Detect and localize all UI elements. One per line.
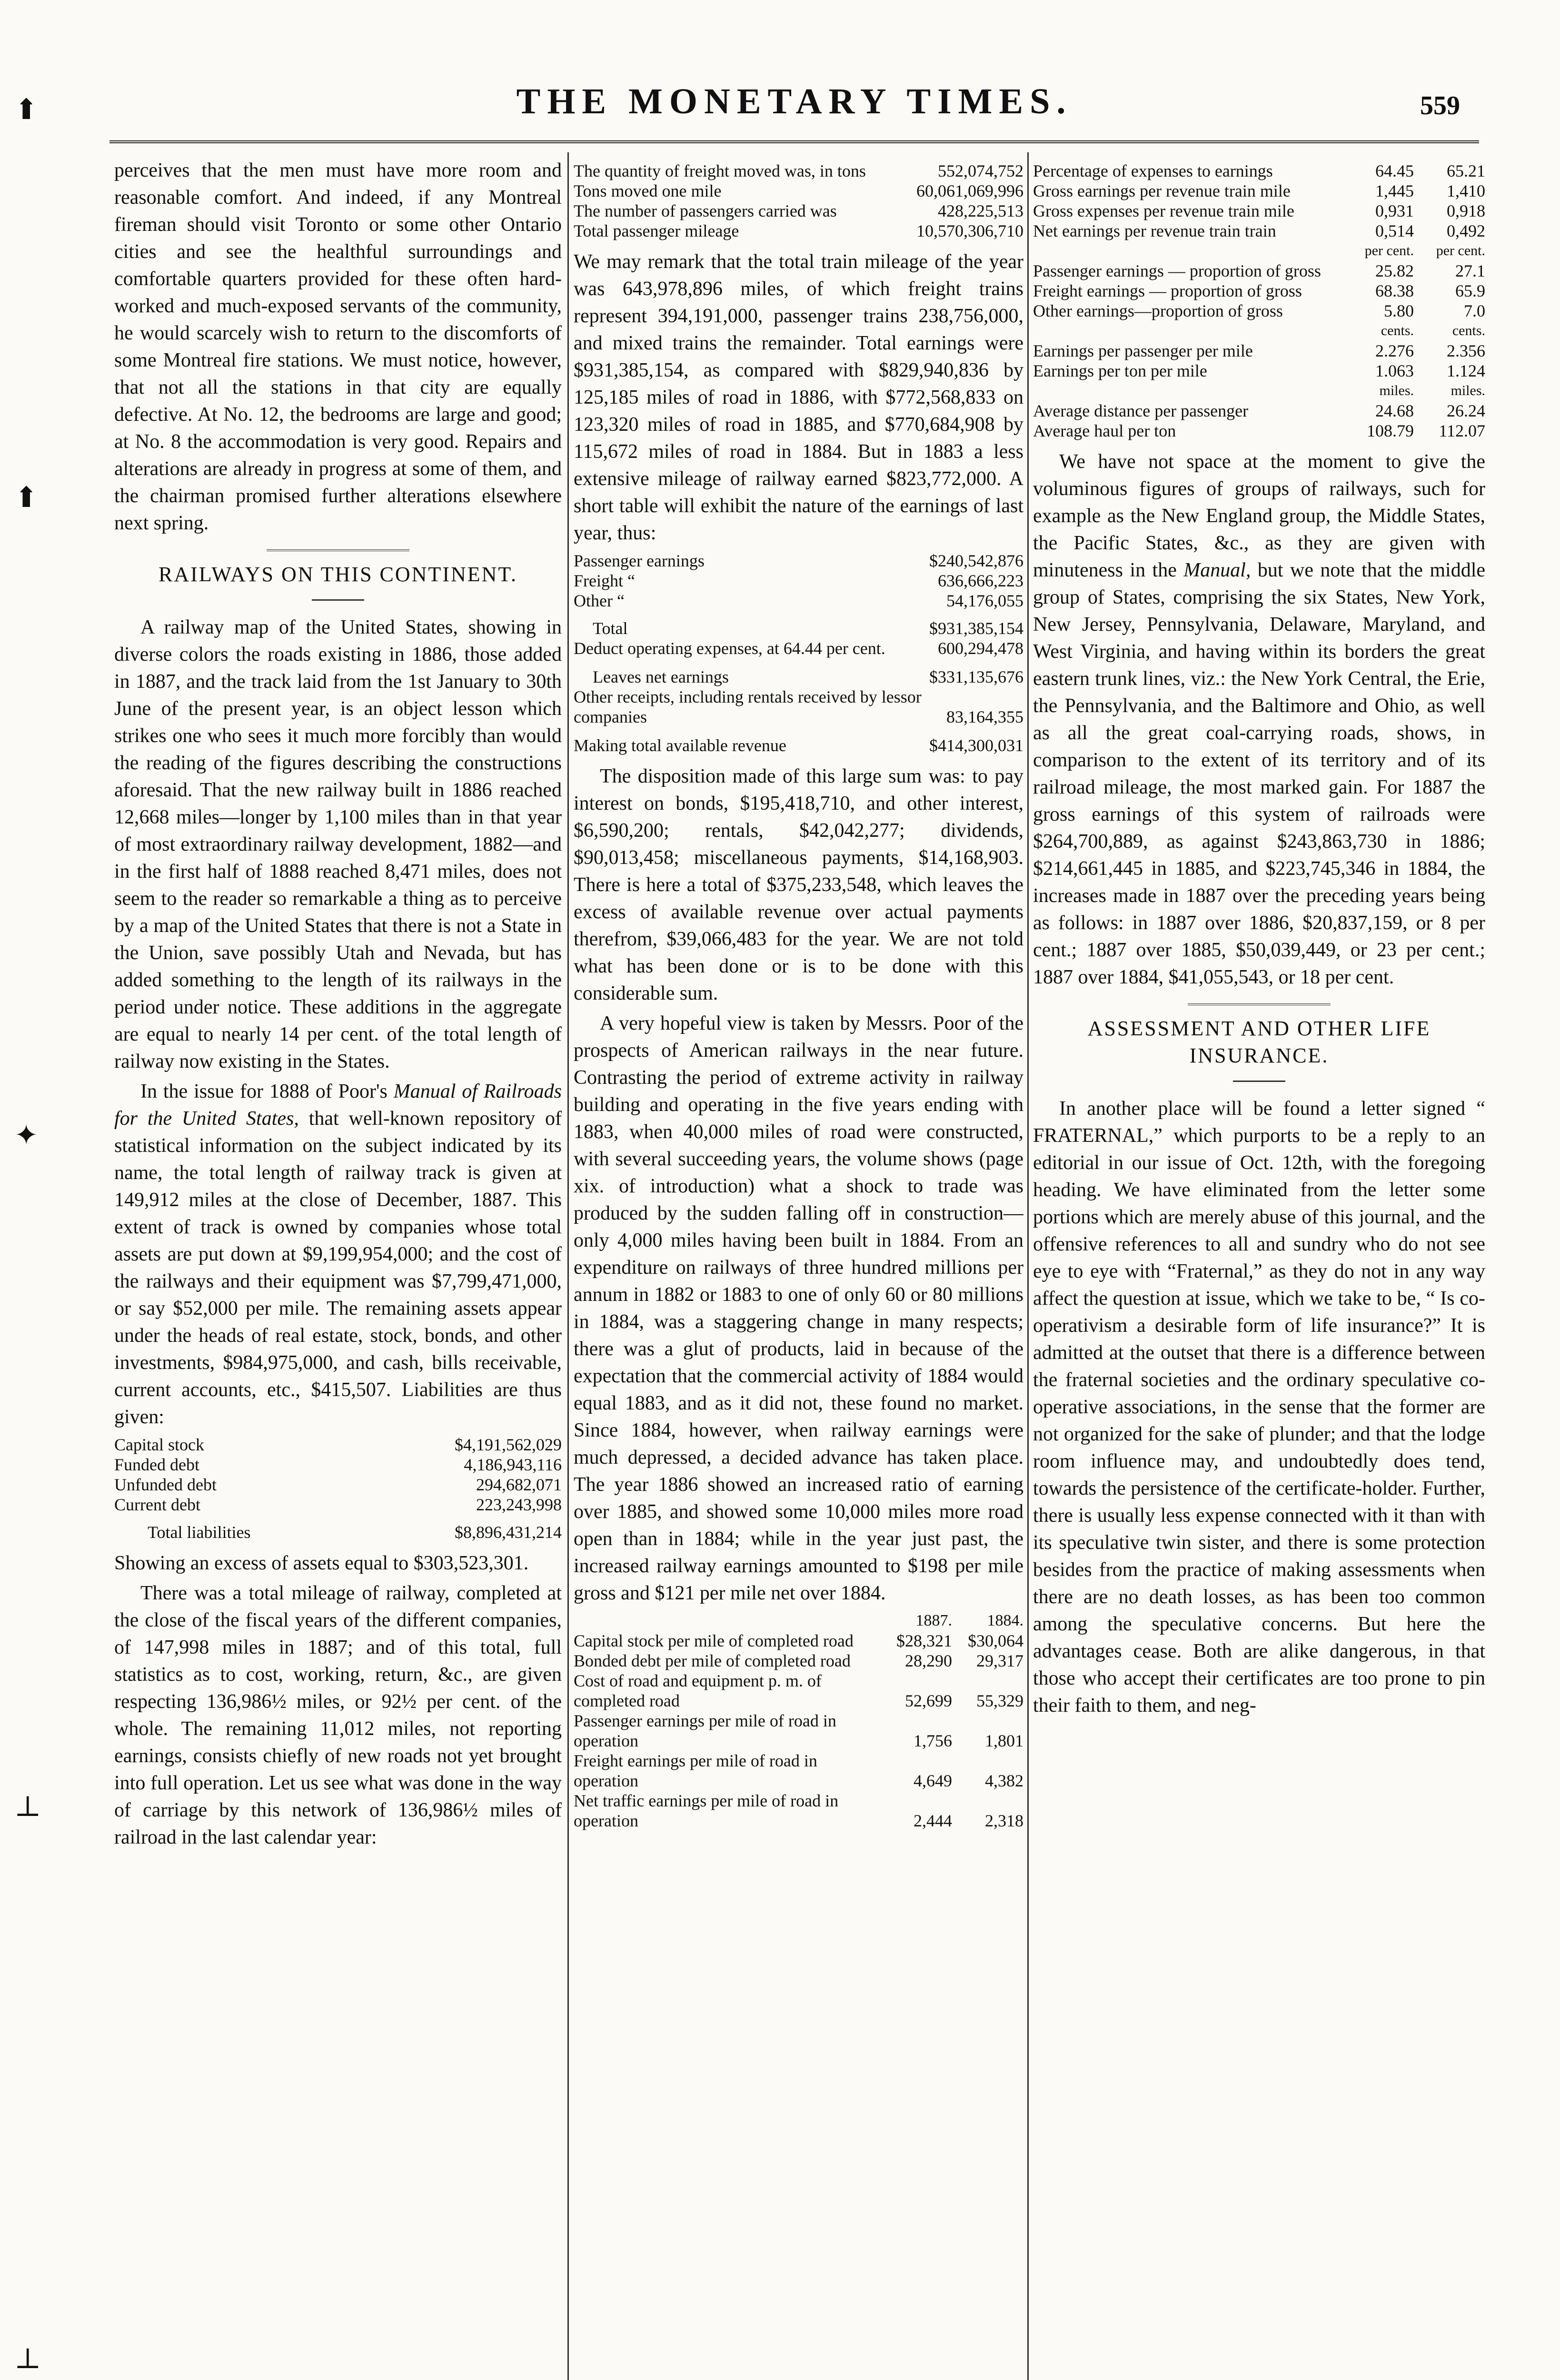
table-row	[1033, 341, 1485, 361]
paragraph: In another place will be found a letter signed “ FRATERNAL,” which purports to be a reply to an editorial in our issue of Oct. 12th, with the foregoing heading. We have eliminated from the letter some portions which are merely abuse of this journal, and the offensive references to all and sundry who do not see eye to eye with “Fraternal,” as they do not in any way affect the question at issue, which we take to be, “ Is co-operativism a desirable form of life insurance?” It is admitted at the outset that there is a difference between the fraternal societies and the ordinary speculative co-operative associations, in the sense that the former are not organized for the sake of plunder; and that the lodge room influence may, and undoubtedly does tend, towards the persistence of the certificate-holder. Further, there is usually less expense connected with it than with its speculative twin sister, and there is some protection besides from the practice of making assessments when there are no death losses, as has been too common among the speculative concerns. But here the advantages cease. Both are alike dangerous, in that those who accept their certificates are too prone to pin their faith to them, and neg-	[1033, 1098, 1485, 1716]
row-value: 64.45	[1375, 161, 1414, 180]
table-row	[1033, 401, 1485, 421]
table-row	[574, 1671, 1023, 1711]
row-value: 0,931	[1375, 201, 1414, 220]
row-label: Funded debt	[114, 1455, 199, 1474]
paragraph: The disposition made of this large sum was: to pay interest on bonds, $195,418,710, and other interest, $6,590,200; rentals, $42,042,277; dividends, $90,013,458; miscellaneous payments, $14,168,903. There is here a total of $375,233,548, which leaves the excess of available revenue over actual payments therefrom, $39,066,483 for the year. We are not told what has been done or is to be done with this considerable sum.	[574, 765, 1023, 1004]
margin-arrow-icon: ⬆	[14, 94, 39, 125]
table-row	[574, 221, 1023, 241]
row-value: 5.80	[1384, 301, 1414, 320]
table-row	[574, 1751, 1023, 1791]
table-row	[1033, 301, 1485, 321]
comparison-table	[574, 1611, 1023, 1831]
row-label: Other “	[574, 591, 625, 610]
row-value: 2.356	[1447, 341, 1485, 360]
row-label: Total passenger mileage	[574, 221, 739, 240]
row-value: 1,410	[1447, 181, 1485, 200]
margin-arrow-icon: ⊥	[14, 2343, 41, 2374]
row-value: 4,382	[985, 1771, 1023, 1790]
row-label: Net traffic earnings per mile of road in operation	[574, 1791, 839, 1830]
row-label: Cost of road and equipment p. m. of completed road	[574, 1671, 822, 1710]
total-value: $8,896,431,214	[455, 1523, 562, 1542]
row-value: 108.79	[1367, 421, 1414, 440]
row-label: Freight “	[574, 571, 635, 590]
total-value: $931,385,154	[929, 619, 1023, 638]
row-value: 0,918	[1447, 201, 1485, 220]
table-row	[114, 1475, 562, 1495]
unit-label: miles.	[1379, 383, 1414, 398]
row-value: 68.38	[1375, 281, 1414, 300]
row-value: 55,329	[976, 1691, 1023, 1710]
table-row	[574, 201, 1023, 221]
row-label: Unfunded debt	[114, 1475, 217, 1494]
row-value: $28,321	[896, 1631, 952, 1650]
table-row	[1033, 161, 1485, 181]
row-label: Earnings per ton per mile	[1033, 361, 1207, 380]
row-value: 60,061,069,996	[916, 181, 1023, 200]
row-value: 27.1	[1455, 261, 1485, 280]
row-value: 10,570,306,710	[916, 221, 1023, 240]
year-header: 1884.	[987, 1612, 1023, 1629]
row-value: 112.07	[1439, 421, 1485, 440]
page-header	[109, 71, 1479, 157]
other-value: 83,164,355	[946, 707, 1023, 726]
paragraph: Showing an excess of assets equal to $303,523,301.	[114, 1552, 529, 1574]
row-label: Bonded debt per mile of completed road	[574, 1651, 851, 1670]
row-label: Capital stock per mile of completed road	[574, 1631, 854, 1650]
row-value: 29,317	[976, 1651, 1023, 1670]
row-value: 52,699	[905, 1691, 952, 1710]
row-value: 28,290	[905, 1651, 952, 1670]
table-row	[574, 551, 1023, 571]
table-row	[1033, 181, 1485, 201]
row-label: Tons moved one mile	[574, 181, 722, 200]
row-value: $240,542,876	[929, 551, 1023, 570]
table-row	[574, 591, 1023, 611]
table-row	[1033, 361, 1485, 381]
row-value: 2.276	[1375, 341, 1414, 360]
row-value: 223,243,998	[476, 1495, 562, 1514]
row-label: Average haul per ton	[1033, 421, 1176, 440]
row-label: Gross earnings per revenue train mile	[1033, 181, 1291, 200]
heading-rule	[1233, 1081, 1285, 1082]
paragraph: A very hopeful view is taken by Messrs. Poor of the prospects of American railways in the near future. Contrasting the period of extreme activity in railway building and operating in the five years ending with 1883, when 40,000 miles of road were constructed, with several succeeding years, the volume shows (page xix. of introduction) what a shock to trade was produced by the sudden falling off in construction—only 4,000 miles having been built in 1884. From an expenditure on railways of three hundred millions per annum in 1882 or 1883 to one of only 60 or 80 millions in 1884, was a staggering change in many respects; there was a glut of products, laid in because of the expectation that the commercial activity of 1884 would equal 1883, and as it did not, these found no market. Since 1884, however, when railway earnings were much depressed, a decided advance has taken place. The year 1886 showed an increased ratio of earning over 1885, and showed some 10,000 miles more road open than in 1884; while in the year just past, the increased railway earnings amounted to $198 per mile gross and $121 per mile net over 1884.	[574, 1012, 1023, 1604]
row-label: Average distance per passenger	[1033, 401, 1249, 420]
table-row	[574, 1651, 1023, 1671]
section-heading: ASSESSMENT AND OTHER LIFE INSURANCE.	[1087, 1017, 1431, 1067]
row-label: Passenger earnings per mile of road in operation	[574, 1711, 836, 1750]
other-label: Other receipts, including rentals received by lessor companies	[574, 687, 922, 726]
row-value: 636,666,223	[938, 571, 1023, 590]
net-value: $331,135,676	[929, 667, 1023, 686]
table-row	[114, 1455, 562, 1475]
unit-label: cents.	[1452, 323, 1485, 338]
margin-arrow-icon: ⊥	[14, 1791, 41, 1822]
row-label: Other earnings—proportion of gross	[1033, 301, 1283, 320]
row-value: 26.24	[1447, 401, 1485, 420]
row-value: 65.21	[1447, 161, 1485, 180]
table-row	[574, 181, 1023, 201]
italic-title: Manual,	[1183, 559, 1251, 581]
unit-row	[1033, 321, 1485, 341]
unit-label: miles.	[1451, 383, 1485, 398]
paragraph: A railway map of the United States, showing in diverse colors the roads existing in 1886, those added in 1887, and the track laid from the 1st January to 30th June of the present year, is an object lesson which strikes one who sees it much more forcibly than would the reading of the figures describing the constructions aforesaid. That the new railway built in 1886 reached 12,668 miles—longer by 1,100 miles than in that year of most extraordinary railway development, 1882—and in the first half of 1888 reached 8,471 miles, does not seem to the reader so remarkable a thing as to perceive by a map of the United States that there is not a State in the Union, save possibly Utah and Nevada, but has added something to the length of its railways in the period under notice. These additions in the aggregate are equal to nearly 14 per cent. of the total length of railway now existing in the States.	[114, 616, 562, 1072]
column-3	[1033, 157, 1485, 2380]
row-value: 65.9	[1455, 281, 1485, 300]
unit-label: per cent.	[1436, 243, 1485, 258]
row-label: The number of passengers carried was	[574, 201, 837, 220]
avail-value: $414,300,031	[929, 736, 1023, 755]
row-value: 54,176,055	[946, 591, 1023, 610]
row-label: Capital stock	[114, 1435, 204, 1454]
row-value: 24.68	[1375, 401, 1414, 420]
row-label: Percentage of expenses to earnings	[1033, 161, 1273, 180]
earnings-totals	[574, 618, 1023, 755]
table-row	[1033, 221, 1485, 241]
row-value: 1.124	[1447, 361, 1485, 380]
paragraph: We have not space at the moment to give the voluminous figures of groups of railways, such for example as the New England group, the Middle States, the Pacific States, &c., as they are given with minuteness in the Manual, but we note that the middle group of States, comprising the six States, New York, New Jersey, Pennsylvania, Delaware, Maryland, and West Virginia, and having within its borders the great eastern trunk lines, viz.: the New York Central, the Erie, the Pennsylvania, and the Baltimore and Ohio, as well as all the great coal-carrying roads, shows, in comparison to the extent of its territory and of its railroad mileage, the most marked gain. For 1887 the gross earnings of this system of railroads were $264,700,889, as against $243,863,730 in 1886; $214,661,445 in 1885, and $223,745,346 in 1884, the increases made in 1887 over the preceding years being as follows: in 1887 over 1886, $20,837,159, or 8 per cent.; 1887 over 1885, $50,039,449, or 23 per cent.; 1887 over 1884, $41,055,543, or 18 per cent.	[1033, 451, 1485, 988]
table-row	[574, 1711, 1023, 1751]
row-label: The quantity of freight moved was, in tons	[574, 161, 866, 180]
table-row	[1033, 421, 1485, 441]
page-number: 559	[1420, 91, 1460, 120]
row-label: Current debt	[114, 1495, 200, 1514]
row-value: 428,225,513	[938, 201, 1023, 220]
liabilities-table	[114, 1435, 562, 1515]
year-header: 1887.	[915, 1612, 952, 1629]
margin-arrow-icon: ✦	[14, 1120, 39, 1151]
row-value: 552,074,752	[938, 161, 1023, 180]
row-label: Freight earnings per mile of road in operation	[574, 1751, 817, 1790]
table-row	[1033, 201, 1485, 221]
total-liabilities	[114, 1522, 562, 1542]
column-2	[574, 157, 1023, 2380]
row-value: 1,756	[914, 1731, 952, 1750]
freight-table	[574, 161, 1023, 241]
table-row	[1033, 261, 1485, 281]
row-value: 1,801	[985, 1731, 1023, 1750]
column-1	[114, 157, 562, 2380]
earnings-table	[574, 551, 1023, 611]
row-label: Net earnings per revenue train train	[1033, 221, 1276, 240]
row-label: Passenger earnings	[574, 551, 705, 570]
masthead: THE MONETARY TIMES.	[516, 81, 1073, 121]
unit-label: per cent.	[1364, 243, 1414, 258]
ratios-table	[1033, 161, 1485, 441]
row-value: 1.063	[1375, 361, 1414, 380]
row-value: 25.82	[1375, 261, 1414, 280]
deduct-label: Deduct operating expenses, at 64.44 per cent.	[574, 639, 885, 658]
column-rule	[1027, 152, 1029, 2380]
row-value: 0,514	[1375, 221, 1414, 240]
row-value: 4,649	[914, 1771, 952, 1790]
row-value: 7.0	[1464, 301, 1485, 320]
margin-arrow-icon: ⬆	[14, 482, 39, 513]
row-value: 2,318	[985, 1811, 1023, 1830]
table-row	[574, 161, 1023, 181]
row-label: Passenger earnings — proportion of gross	[1033, 261, 1321, 280]
deduct-value: 600,294,478	[938, 639, 1023, 658]
paragraph: We may remark that the total train mileage of the year was 643,978,896 miles, of which freight trains represent 394,191,000, passenger trains 238,756,000, and mixed trains the remainder. Total earnings were $931,385,154, as compared with $829,940,836 by 125,185 miles of road in 1886, with $772,568,833 on 123,320 miles of road in 1885, and $770,684,908 by 115,672 miles of road in 1884. But in 1883 a less extensive mileage of railway earned $823,772,000. A short table will exhibit the nature of the earnings of last year, thus:	[574, 251, 1023, 544]
paragraph: There was a total mileage of railway, completed at the close of the fiscal years of the different companies, of 147,998 miles in 1887; and of this total, full statistics as to cost, working, return, &c., are given respecting 136,986½ miles, or 92½ per cent. of the whole. The remaining 11,012 miles, not reporting earnings, consists chiefly of new roads not yet brought into full operation. Let us see what was done in the way of carriage by this network of 136,986½ miles of railroad in the last calendar year:	[114, 1582, 562, 1848]
table-row	[574, 1791, 1023, 1831]
table-row	[114, 1495, 562, 1515]
header-rule	[109, 140, 1479, 146]
table-row	[574, 1631, 1023, 1651]
row-value: $4,191,562,029	[455, 1435, 562, 1454]
column-rule	[567, 152, 569, 2380]
table-row	[574, 571, 1023, 591]
row-label: Gross expenses per revenue train mile	[1033, 201, 1294, 220]
unit-row	[1033, 381, 1485, 401]
section-divider	[267, 549, 409, 553]
paragraph: perceives that the men must have more room and reasonable comfort. And indeed, if any Montreal fireman should visit Toronto or some other Ontario cities and see the healthful surroundings and comfortable quarters provided for these often hard-worked and much-exposed servants of the community, he would scarcely wish to return to the discomforts of some Montreal fire stations. We must notice, however, that not all the stations in that city are equally defective. At No. 12, the bedrooms are large and good; at No. 8 the accommodation is very good. Repairs and alterations are already in progress at some of them, and the chairman promised further alterations elsewhere next spring.	[114, 159, 562, 534]
row-value: 1,445	[1375, 181, 1414, 200]
italic-title: Manual of Railroads for the United States,	[114, 1081, 562, 1130]
row-value: 2,444	[914, 1811, 952, 1830]
total-label: Total	[593, 619, 628, 638]
unit-label: cents.	[1381, 323, 1414, 338]
row-value: 294,682,071	[476, 1475, 562, 1494]
section-heading: RAILWAYS ON THIS CONTINENT.	[158, 563, 518, 586]
avail-label: Making total available revenue	[574, 736, 786, 755]
total-label: Total liabilities	[148, 1523, 251, 1542]
table-row	[114, 1435, 562, 1455]
unit-row	[1033, 241, 1485, 261]
net-label: Leaves net earnings	[593, 667, 729, 686]
row-label: Earnings per passenger per mile	[1033, 341, 1253, 360]
row-value: 4,186,943,116	[464, 1455, 562, 1474]
table-row	[1033, 281, 1485, 301]
row-value: 0,492	[1447, 221, 1485, 240]
row-label: Freight earnings — proportion of gross	[1033, 281, 1302, 300]
heading-rule	[312, 599, 364, 601]
section-divider	[1188, 1003, 1331, 1007]
paragraph: In the issue for 1888 of Poor's Manual of Railroads for the United States, that well-known repository of statistical information on the subject indicated by its name, the total length of railway track is given at 149,912 miles at the close of December, 1887. This extent of track is owned by companies whose total assets are put down at $9,199,954,000; and the cost of the railways and their equipment was $7,799,471,000, or say $52,000 per mile. The remaining assets appear under the heads of real estate, stock, bonds, and other investments, $984,975,000, and cash, bills receivable, current accounts, etc., $415,507. Liabilities are thus given:	[114, 1081, 562, 1428]
row-value: $30,064	[968, 1631, 1023, 1650]
